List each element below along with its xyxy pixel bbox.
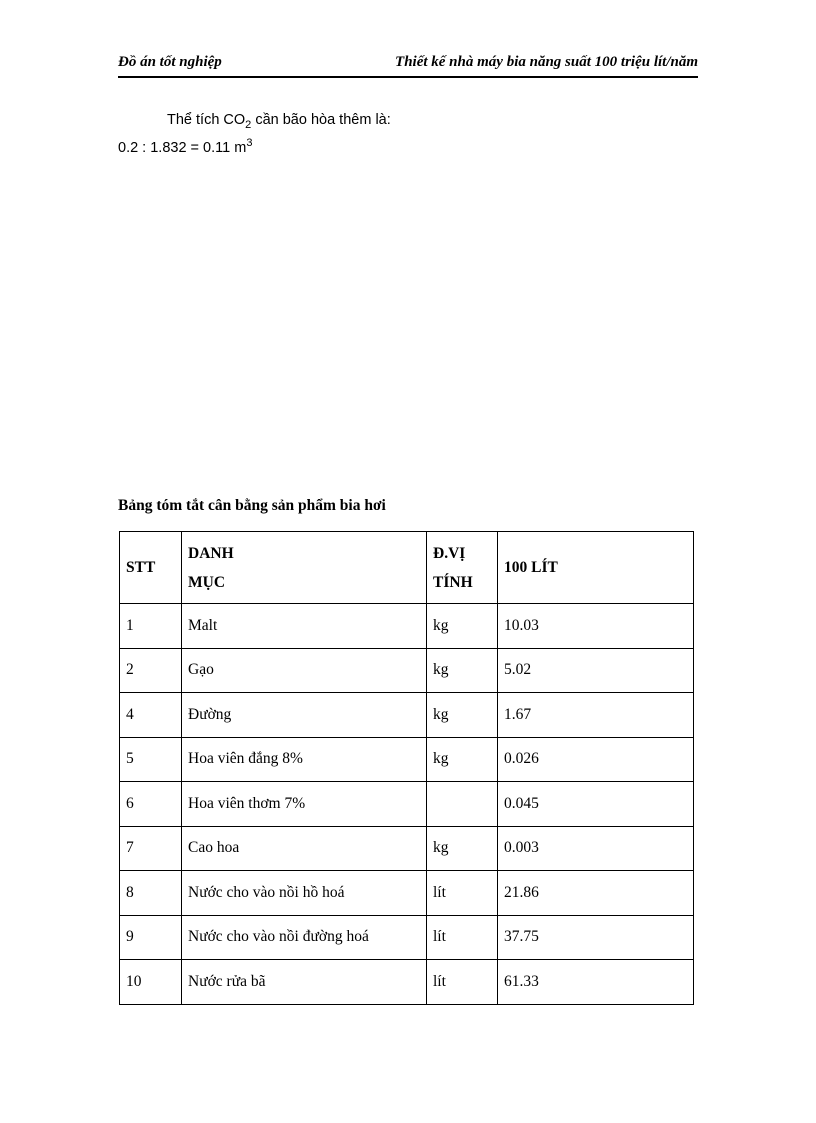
cell-name: Nước cho vào nồi hồ hoá — [182, 871, 427, 916]
cell-unit: kg — [427, 737, 498, 782]
table-title: Bảng tóm tắt cân bằng sản phẩm bia hơi — [118, 497, 386, 514]
header-name-line1: DANH — [188, 544, 234, 562]
cell-unit: lít — [427, 871, 498, 916]
cell-unit: lít — [427, 960, 498, 1005]
cell-name: Malt — [182, 604, 427, 649]
page-header — [118, 52, 698, 78]
header-right-title: Thiết kế nhà máy bia năng suất 100 triệu lít/năm — [395, 54, 698, 70]
cell-name: Đường — [182, 693, 427, 738]
cell-name: Nước rửa bã — [182, 960, 427, 1005]
cell-stt: 9 — [120, 915, 182, 960]
cell-amount: 0.045 — [498, 782, 694, 827]
cell-stt: 2 — [120, 648, 182, 693]
cell-amount: 10.03 — [498, 604, 694, 649]
cell-amount: 21.86 — [498, 871, 694, 916]
cell-name: Hoa viên thơm 7% — [182, 782, 427, 827]
formula-superscript: 3 — [246, 137, 253, 150]
table-row — [120, 693, 694, 738]
cell-name: Nước cho vào nồi đường hoá — [182, 915, 427, 960]
table-row — [120, 604, 694, 649]
header-stt: STT — [120, 532, 182, 604]
cell-name: Hoa viên đắng 8% — [182, 737, 427, 782]
cell-stt: 4 — [120, 693, 182, 738]
intro-subscript: 2 — [245, 118, 252, 131]
cell-unit: kg — [427, 648, 498, 693]
intro-suffix: cần bão hòa thêm là: — [251, 112, 391, 128]
cell-amount: 0.003 — [498, 826, 694, 871]
table-row — [120, 737, 694, 782]
formula-text: 0.2 : 1.832 = 0.11 m — [118, 140, 247, 156]
cell-amount: 5.02 — [498, 648, 694, 693]
cell-stt: 1 — [120, 604, 182, 649]
summary-table — [119, 531, 694, 1005]
table-row — [120, 871, 694, 916]
cell-amount: 61.33 — [498, 960, 694, 1005]
table-row — [120, 782, 694, 827]
table-row — [120, 826, 694, 871]
cell-unit: kg — [427, 826, 498, 871]
cell-name: Gạo — [182, 648, 427, 693]
header-amount: 100 LÍT — [498, 532, 694, 604]
header-unit-line2: TÍNH — [433, 573, 473, 591]
cell-name: Cao hoa — [182, 826, 427, 871]
intro-paragraph — [167, 110, 391, 130]
header-name-line2: MỤC — [188, 573, 226, 591]
table-row — [120, 915, 694, 960]
header-name — [182, 532, 427, 604]
table-row — [120, 648, 694, 693]
cell-stt: 7 — [120, 826, 182, 871]
cell-stt: 8 — [120, 871, 182, 916]
header-unit — [427, 532, 498, 604]
cell-amount: 1.67 — [498, 693, 694, 738]
cell-unit: kg — [427, 604, 498, 649]
header-left-title: Đồ án tốt nghiệp — [118, 54, 222, 70]
cell-stt: 5 — [120, 737, 182, 782]
cell-amount: 37.75 — [498, 915, 694, 960]
cell-amount: 0.026 — [498, 737, 694, 782]
intro-prefix: Thể tích CO — [167, 112, 246, 128]
table-row — [120, 960, 694, 1005]
header-unit-line1: Đ.VỊ — [433, 544, 466, 562]
cell-unit: lít — [427, 915, 498, 960]
cell-unit — [427, 782, 498, 827]
cell-stt: 10 — [120, 960, 182, 1005]
formula-line — [118, 138, 252, 158]
cell-stt: 6 — [120, 782, 182, 827]
cell-unit: kg — [427, 693, 498, 738]
table-header-row — [120, 532, 694, 604]
